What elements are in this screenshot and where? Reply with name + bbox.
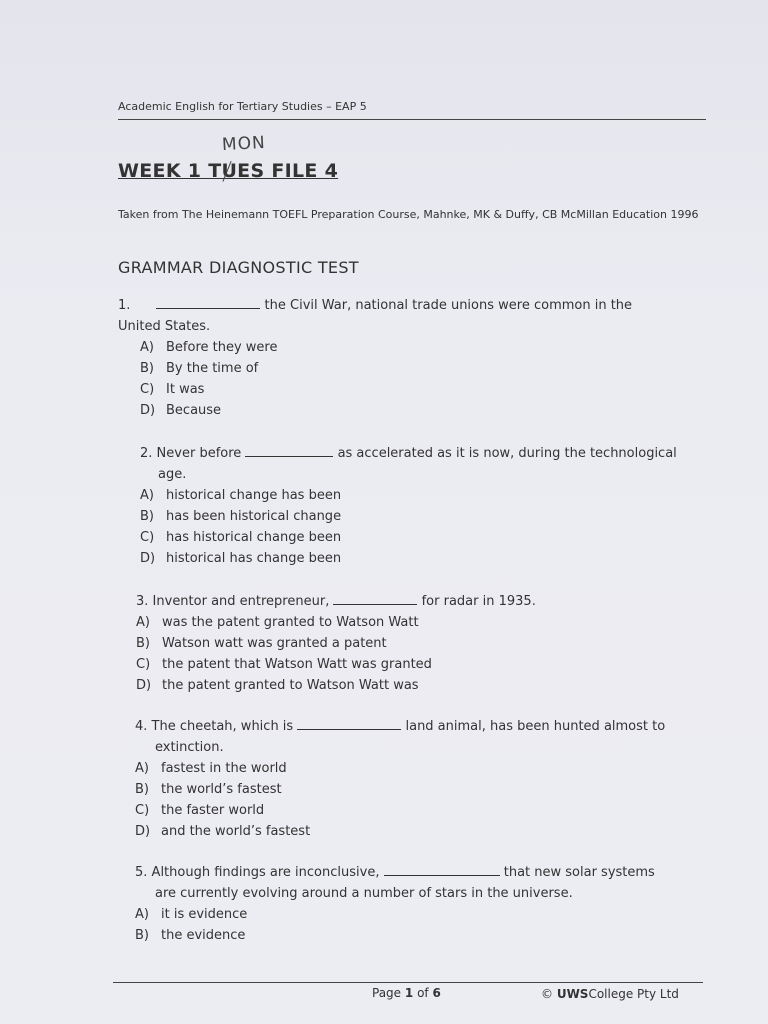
- answer-blank: [297, 717, 401, 730]
- question-5: [135, 862, 655, 946]
- question-3: [136, 591, 536, 696]
- answer-blank: [245, 444, 333, 457]
- question-continuation: extinction.: [155, 740, 224, 755]
- brand-name: UWS: [556, 987, 589, 1001]
- footer-rule: [113, 982, 703, 983]
- question-number: 5.: [135, 865, 148, 880]
- option-c: C) It was: [140, 382, 205, 397]
- option-d: D) the patent granted to Watson Watt was: [136, 678, 419, 693]
- question-text-before: The cheetah, which is: [151, 719, 294, 734]
- question-text-before: Inventor and entrepreneur,: [152, 594, 330, 609]
- copyright-icon: ©: [541, 987, 553, 1001]
- company-name: College Pty Ltd: [588, 987, 679, 1001]
- question-text-before: Never before: [156, 446, 242, 461]
- page-number: Page 1 of 6: [372, 986, 441, 1000]
- question-2: [140, 443, 677, 569]
- question-number: 3.: [136, 594, 149, 609]
- header-rule: [118, 119, 706, 120]
- question-text-after: land animal, has been hunted almost to: [405, 719, 666, 734]
- question-continuation: are currently evolving around a number of stars in the universe.: [155, 886, 573, 901]
- source-citation: Taken from The Heinemann TOEFL Preparation Course, Mahnke, MK & Duffy, CB McMillan Education 1996: [118, 208, 699, 221]
- option-b: B) has been historical change: [140, 509, 342, 524]
- question-number: 1.: [118, 298, 131, 313]
- handwritten-annotation: MON: [221, 132, 267, 156]
- course-header: Academic English for Tertiary Studies – EAP 5: [118, 100, 367, 113]
- question-text-after: as accelerated as it is now, during the technological: [337, 446, 677, 461]
- question-continuation: age.: [158, 467, 187, 482]
- question-number: 4.: [135, 719, 148, 734]
- question-4: [135, 716, 665, 842]
- option-a: A) historical change has been: [140, 488, 342, 503]
- page-title: WEEK 1 TUES FILE 4: [118, 160, 339, 182]
- option-a: A) Before they were: [140, 340, 278, 355]
- option-b: B) the evidence: [135, 928, 246, 943]
- answer-blank: [333, 592, 417, 605]
- option-a: A) fastest in the world: [135, 761, 287, 776]
- option-d: D) Because: [140, 403, 222, 418]
- question-1: [118, 295, 632, 421]
- question-text-after: the Civil War, national trade unions were common in the: [264, 298, 633, 313]
- question-text-after: that new solar systems: [503, 865, 655, 880]
- option-c: C) the patent that Watson Watt was granted: [136, 657, 432, 672]
- question-text-before: Although findings are inconclusive,: [151, 865, 380, 880]
- section-title: GRAMMAR DIAGNOSTIC TEST: [118, 258, 359, 277]
- option-c: C) the faster world: [135, 803, 265, 818]
- question-text-after: for radar in 1935.: [421, 594, 536, 609]
- answer-blank: [384, 863, 500, 876]
- option-a: A) it is evidence: [135, 907, 248, 922]
- question-number: 2.: [140, 446, 153, 461]
- option-b: B) the world’s fastest: [135, 782, 282, 797]
- question-continuation: United States.: [118, 319, 211, 334]
- copyright-notice: [541, 987, 679, 1001]
- option-d: D) and the world’s fastest: [135, 824, 311, 839]
- option-c: C) has historical change been: [140, 530, 342, 545]
- option-a: A) was the patent granted to Watson Watt: [136, 615, 419, 630]
- answer-blank: [156, 296, 260, 309]
- option-d: D) historical has change been: [140, 551, 342, 566]
- option-b: B) Watson watt was granted a patent: [136, 636, 387, 651]
- option-b: B) By the time of: [140, 361, 259, 376]
